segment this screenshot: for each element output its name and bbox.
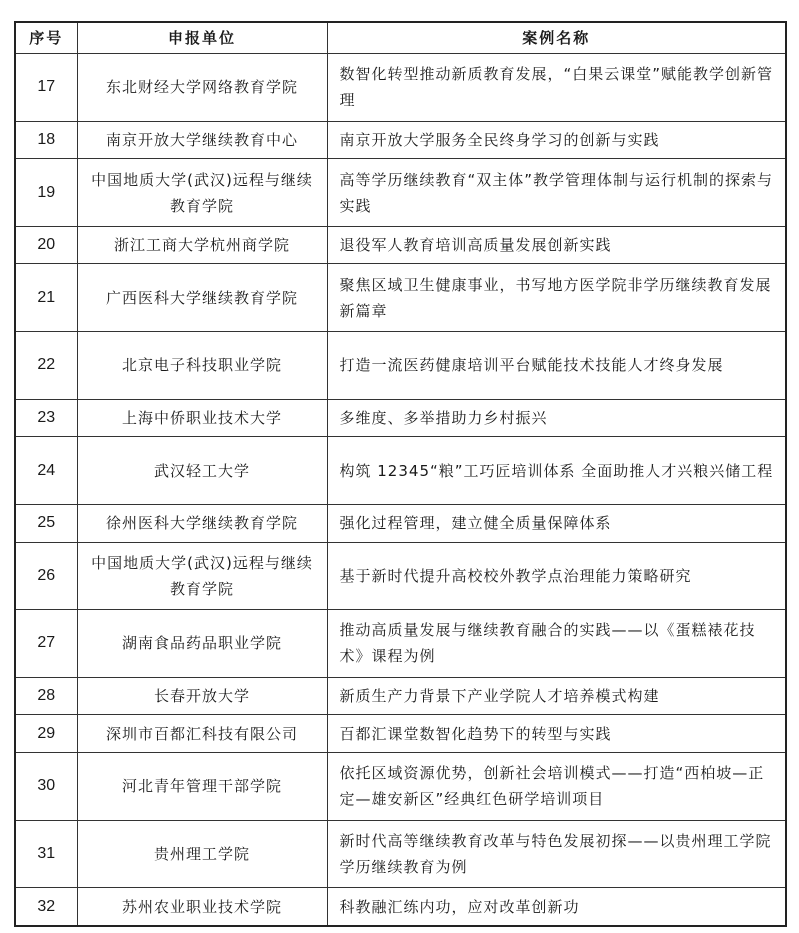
- row-number: 31: [15, 820, 77, 888]
- table-row: [15, 54, 786, 122]
- row-unit-name: 河北青年管理干部学院: [77, 752, 327, 820]
- row-number: 23: [15, 399, 77, 437]
- case-list-table-frame: [14, 21, 785, 927]
- row-case-name: 退役军人教育培训高质量发展创新实践: [327, 226, 786, 264]
- row-case-name: 聚焦区域卫生健康事业，书写地方医学院非学历继续教育发展新篇章: [327, 264, 786, 332]
- table-row: [15, 610, 786, 678]
- header-case: 案例名称: [327, 22, 786, 54]
- table-row: [15, 542, 786, 610]
- row-case-name: 基于新时代提升高校校外教学点治理能力策略研究: [327, 542, 786, 610]
- row-unit-name: 徐州医科大学继续教育学院: [77, 504, 327, 542]
- row-unit-name: 广西医科大学继续教育学院: [77, 264, 327, 332]
- table-row: [15, 226, 786, 264]
- table-row: [15, 504, 786, 542]
- row-number: 18: [15, 121, 77, 159]
- table-row: [15, 399, 786, 437]
- row-case-name: 科教融汇练内功，应对改革创新功: [327, 888, 786, 926]
- row-unit-name: 贵州理工学院: [77, 820, 327, 888]
- table-row: [15, 121, 786, 159]
- row-case-name: 高等学历继续教育“双主体”教学管理体制与运行机制的探索与实践: [327, 159, 786, 227]
- row-number: 30: [15, 752, 77, 820]
- table-row: [15, 715, 786, 753]
- row-case-name: 数智化转型推动新质教育发展，“白果云课堂”赋能教学创新管理: [327, 54, 786, 122]
- row-case-name: 新质生产力背景下产业学院人才培养模式构建: [327, 677, 786, 715]
- row-unit-name: 湖南食品药品职业学院: [77, 610, 327, 678]
- row-unit-name: 武汉轻工大学: [77, 437, 327, 505]
- table-row: [15, 888, 786, 926]
- row-unit-name: 深圳市百都汇科技有限公司: [77, 715, 327, 753]
- table-header-row: [15, 22, 786, 54]
- row-number: 27: [15, 610, 77, 678]
- case-list-table: [14, 21, 787, 927]
- header-num: 序号: [15, 22, 77, 54]
- row-unit-name: 北京电子科技职业学院: [77, 332, 327, 400]
- row-number: 32: [15, 888, 77, 926]
- row-number: 25: [15, 504, 77, 542]
- row-case-name: 打造一流医药健康培训平台赋能技术技能人才终身发展: [327, 332, 786, 400]
- row-case-name: 多维度、多举措助力乡村振兴: [327, 399, 786, 437]
- row-unit-name: 浙江工商大学杭州商学院: [77, 226, 327, 264]
- row-number: 19: [15, 159, 77, 227]
- header-unit: 申报单位: [77, 22, 327, 54]
- row-unit-name: 上海中侨职业技术大学: [77, 399, 327, 437]
- table-row: [15, 264, 786, 332]
- row-unit-name: 南京开放大学继续教育中心: [77, 121, 327, 159]
- table-row: [15, 437, 786, 505]
- row-case-name: 百都汇课堂数智化趋势下的转型与实践: [327, 715, 786, 753]
- row-number: 17: [15, 54, 77, 122]
- table-row: [15, 752, 786, 820]
- table-row: [15, 159, 786, 227]
- row-number: 20: [15, 226, 77, 264]
- table-body: [15, 54, 786, 927]
- row-unit-name: 苏州农业职业技术学院: [77, 888, 327, 926]
- row-number: 26: [15, 542, 77, 610]
- table-row: [15, 677, 786, 715]
- row-case-name: 依托区域资源优势，创新社会培训模式——打造“西柏坡—正定—雄安新区”经典红色研学培训项目: [327, 752, 786, 820]
- table-row: [15, 820, 786, 888]
- row-case-name: 推动高质量发展与继续教育融合的实践——以《蛋糕裱花技术》课程为例: [327, 610, 786, 678]
- row-unit-name: 东北财经大学网络教育学院: [77, 54, 327, 122]
- row-number: 28: [15, 677, 77, 715]
- row-number: 24: [15, 437, 77, 505]
- row-unit-name: 中国地质大学(武汉)远程与继续教育学院: [77, 542, 327, 610]
- row-unit-name: 长春开放大学: [77, 677, 327, 715]
- table-row: [15, 332, 786, 400]
- row-case-name: 南京开放大学服务全民终身学习的创新与实践: [327, 121, 786, 159]
- row-unit-name: 中国地质大学(武汉)远程与继续教育学院: [77, 159, 327, 227]
- row-case-name: 强化过程管理，建立健全质量保障体系: [327, 504, 786, 542]
- row-number: 22: [15, 332, 77, 400]
- row-case-name: 新时代高等继续教育改革与特色发展初探——以贵州理工学院学历继续教育为例: [327, 820, 786, 888]
- row-case-name: 构筑 12345“粮”工巧匠培训体系 全面助推人才兴粮兴储工程: [327, 437, 786, 505]
- row-number: 21: [15, 264, 77, 332]
- row-number: 29: [15, 715, 77, 753]
